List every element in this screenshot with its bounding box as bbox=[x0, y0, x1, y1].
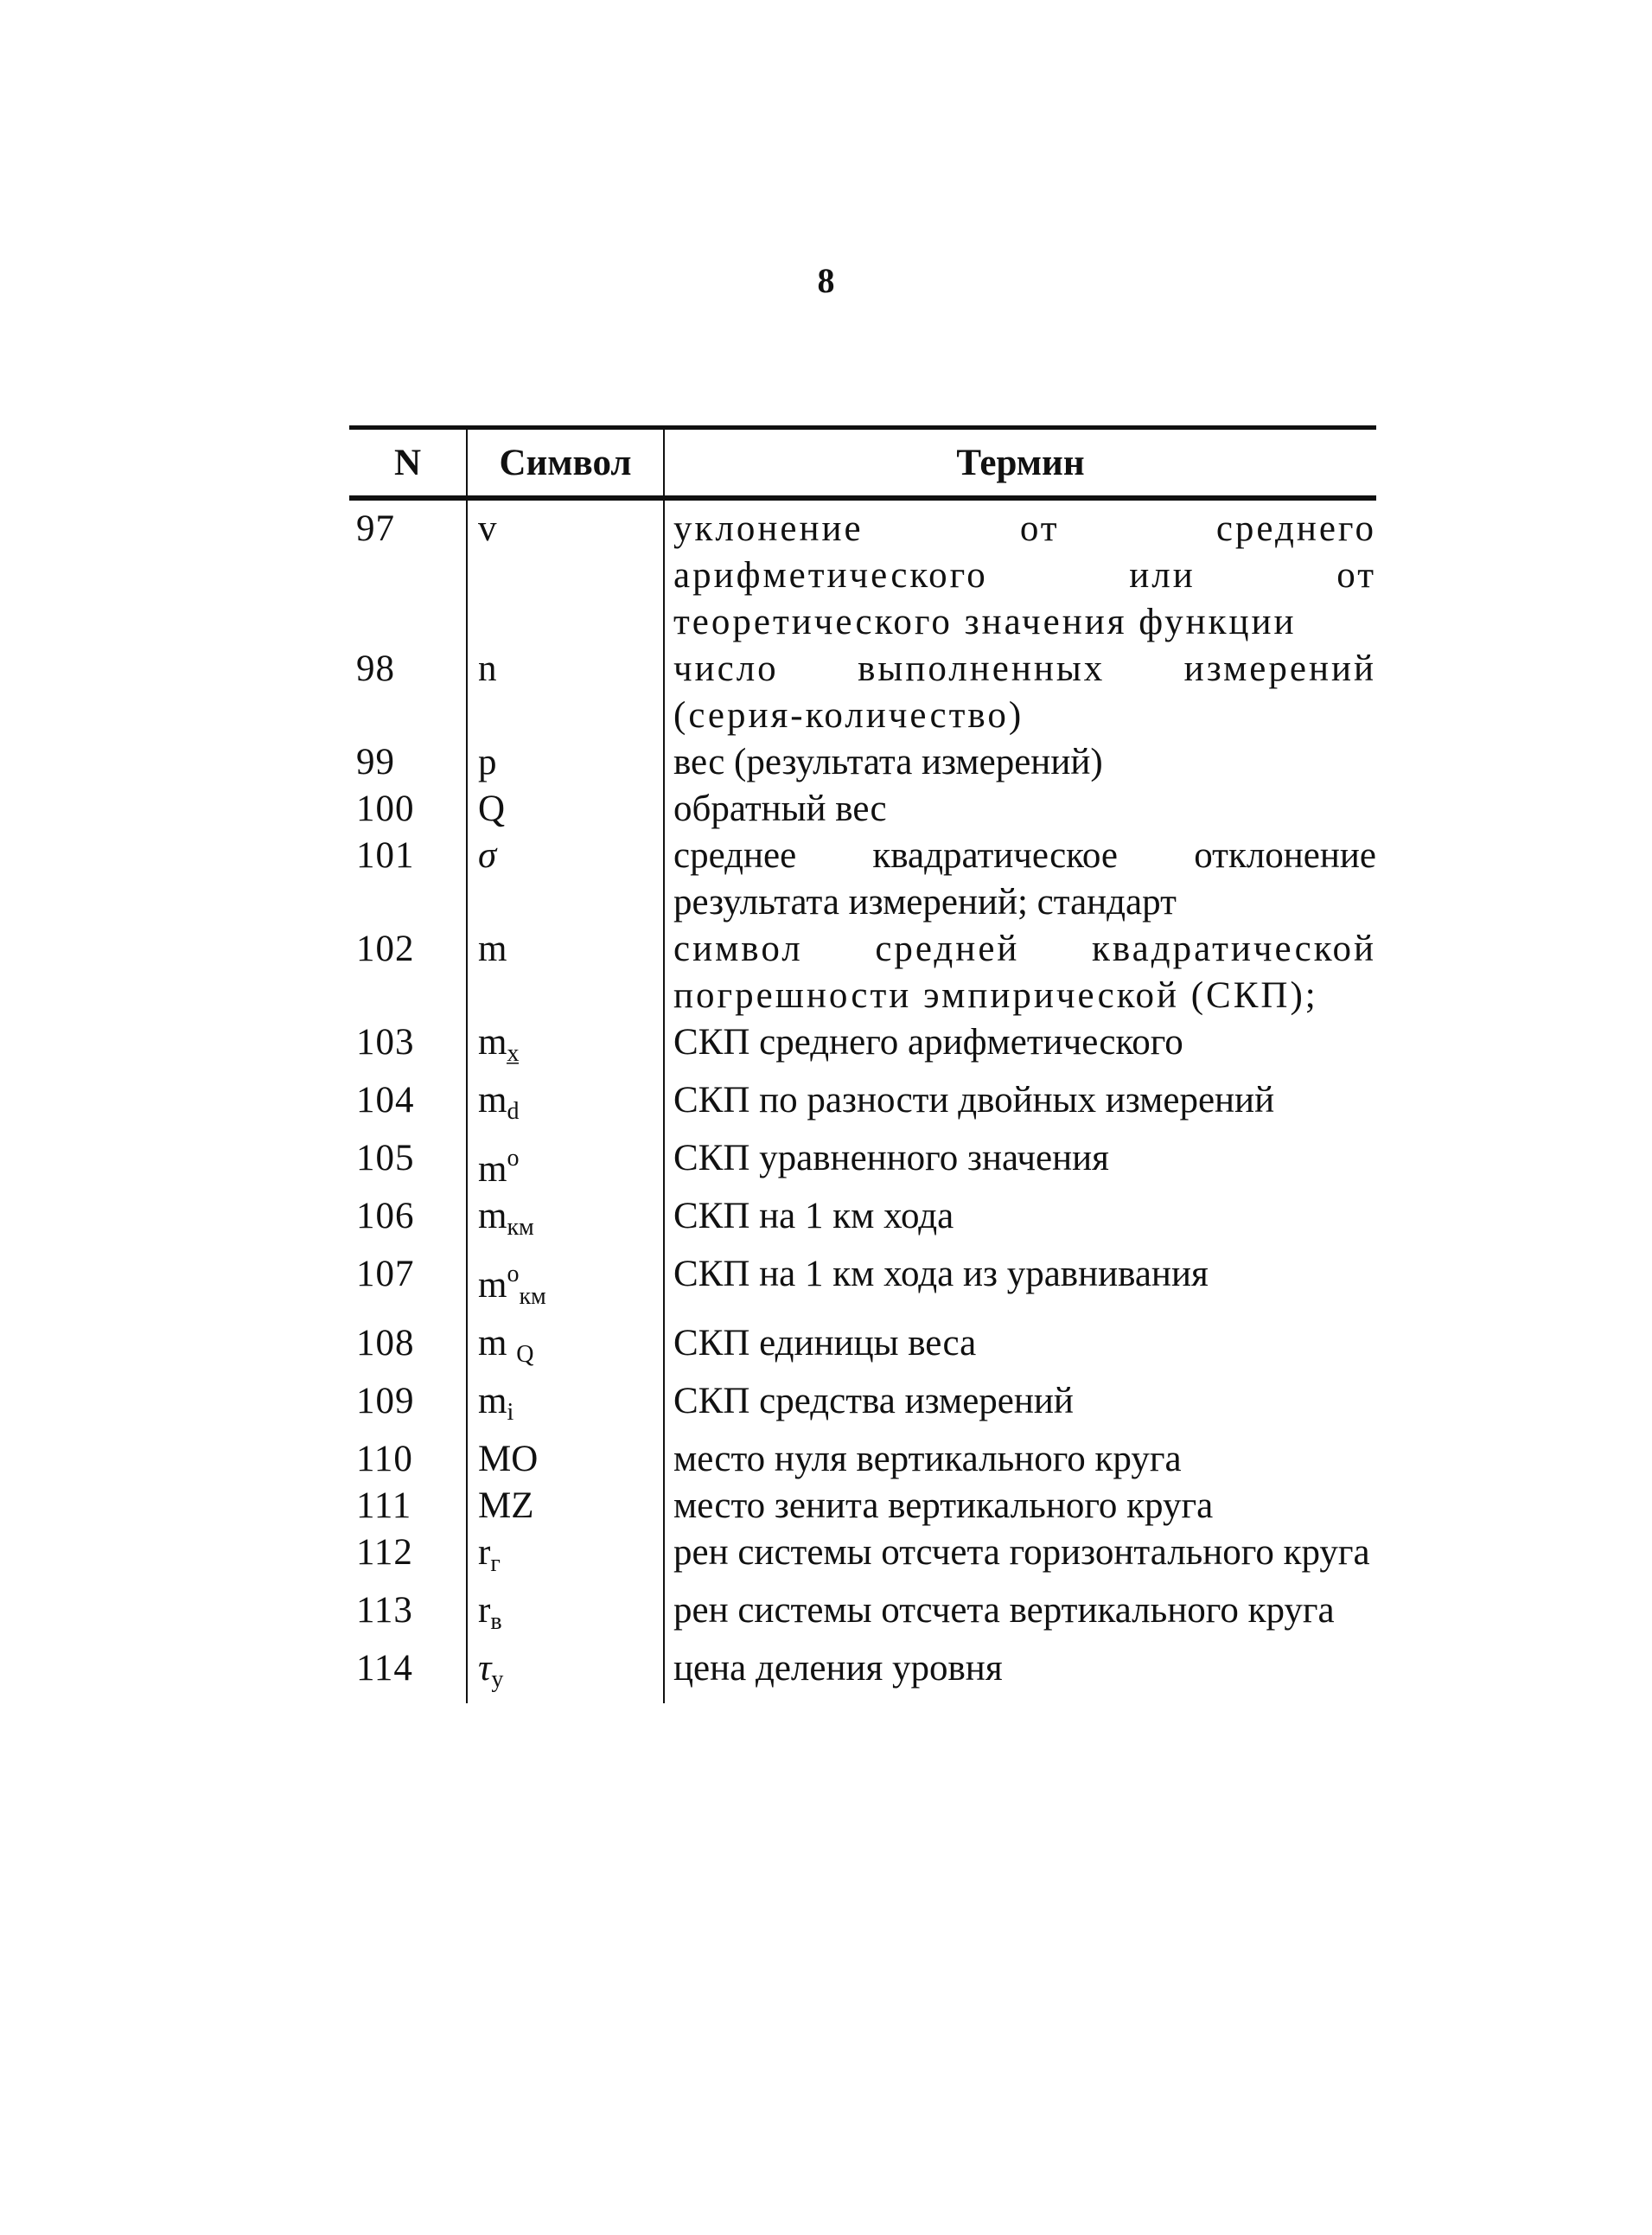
row-number: 104 bbox=[349, 1077, 467, 1135]
row-number: 100 bbox=[349, 786, 467, 833]
row-symbol bbox=[467, 786, 664, 833]
table-row bbox=[349, 739, 1376, 786]
row-term: рен системы отсчета горизонтального круга bbox=[673, 1532, 1370, 1573]
terms-table-container bbox=[349, 425, 1376, 1703]
symbol-base: r bbox=[478, 1590, 491, 1631]
symbol-subscript: км bbox=[519, 1283, 546, 1310]
row-term: уклонение от среднего арифметического или от теоретического значения функции bbox=[673, 508, 1376, 642]
row-term: число выполненных измерений (серия-количество) bbox=[673, 648, 1376, 736]
row-term: обратный вес bbox=[673, 789, 887, 829]
header-term: Термин bbox=[664, 430, 1376, 498]
row-number: 98 bbox=[349, 646, 467, 739]
row-term: СКП на 1 км хода bbox=[673, 1196, 954, 1236]
header-symbol: Символ bbox=[467, 430, 664, 498]
row-symbol bbox=[467, 1529, 664, 1587]
symbol-base: r bbox=[478, 1532, 491, 1573]
symbol-base: m bbox=[478, 929, 507, 969]
header-row bbox=[349, 430, 1376, 498]
row-symbol bbox=[467, 1483, 664, 1529]
symbol-subscript: x̲ bbox=[507, 1040, 520, 1067]
symbol-subscript: i bbox=[507, 1399, 514, 1426]
row-term: место нуля вертикального круга bbox=[673, 1439, 1182, 1479]
row-symbol bbox=[467, 1378, 664, 1436]
table-row bbox=[349, 833, 1376, 926]
header-number: N bbox=[349, 430, 467, 498]
table-row bbox=[349, 1019, 1376, 1077]
row-number: 101 bbox=[349, 833, 467, 926]
table-row bbox=[349, 1193, 1376, 1251]
row-term: СКП на 1 км хода из уравнивания bbox=[673, 1254, 1209, 1294]
table-body bbox=[349, 498, 1376, 1703]
row-symbol bbox=[467, 1587, 664, 1645]
row-number: 106 bbox=[349, 1193, 467, 1251]
row-symbol bbox=[467, 1193, 664, 1251]
symbol-subscript: км bbox=[507, 1214, 534, 1241]
symbol-base: m bbox=[478, 1323, 517, 1363]
symbol-subscript: в bbox=[490, 1608, 502, 1635]
row-number: 114 bbox=[349, 1645, 467, 1703]
symbol-superscript: o bbox=[507, 1261, 520, 1287]
table-row bbox=[349, 1587, 1376, 1645]
row-symbol bbox=[467, 1077, 664, 1135]
row-symbol bbox=[467, 739, 664, 786]
terms-table bbox=[349, 430, 1376, 1703]
row-number: 102 bbox=[349, 926, 467, 1019]
row-number: 103 bbox=[349, 1019, 467, 1077]
table-row bbox=[349, 1077, 1376, 1135]
row-number: 97 bbox=[349, 498, 467, 646]
symbol-base: m bbox=[478, 1265, 507, 1306]
page-number: 8 bbox=[817, 261, 835, 300]
row-symbol bbox=[467, 926, 664, 1019]
row-term: СКП по разности двойных измерений bbox=[673, 1080, 1275, 1121]
table-row bbox=[349, 1645, 1376, 1703]
row-number: 110 bbox=[349, 1436, 467, 1483]
table-row bbox=[349, 1378, 1376, 1436]
row-term: место зенита вертикального круга bbox=[673, 1485, 1214, 1526]
row-symbol bbox=[467, 1320, 664, 1378]
table-row bbox=[349, 1135, 1376, 1193]
row-term: СКП среднего арифметического bbox=[673, 1022, 1183, 1063]
row-symbol bbox=[467, 833, 664, 926]
table-row bbox=[349, 1483, 1376, 1529]
row-term: вес (результата измерений) bbox=[673, 742, 1103, 782]
table-row bbox=[349, 498, 1376, 646]
row-term: рен системы отсчета вертикального круга bbox=[673, 1590, 1335, 1631]
table-row bbox=[349, 1251, 1376, 1320]
row-number: 107 bbox=[349, 1251, 467, 1320]
table-row bbox=[349, 1436, 1376, 1483]
symbol-base: m bbox=[478, 1381, 507, 1421]
symbol-base: m bbox=[478, 1080, 507, 1121]
table-header bbox=[349, 430, 1376, 498]
row-number: 111 bbox=[349, 1483, 467, 1529]
row-symbol bbox=[467, 1645, 664, 1703]
symbol-base: MZ bbox=[478, 1485, 534, 1526]
row-number: 99 bbox=[349, 739, 467, 786]
symbol-base: m bbox=[478, 1196, 507, 1236]
symbol-base: p bbox=[478, 742, 497, 782]
table-row bbox=[349, 926, 1376, 1019]
row-symbol bbox=[467, 498, 664, 646]
row-term: среднее квадратическое отклонение результата измерений; стандарт bbox=[673, 835, 1376, 923]
row-term: СКП уравненного значения bbox=[673, 1138, 1109, 1178]
table-row bbox=[349, 646, 1376, 739]
row-number: 113 bbox=[349, 1587, 467, 1645]
symbol-subscript: Q bbox=[516, 1341, 534, 1368]
row-number: 105 bbox=[349, 1135, 467, 1193]
symbol-base: MO bbox=[478, 1439, 539, 1479]
symbol-subscript: у bbox=[491, 1666, 504, 1693]
symbol-base: v bbox=[478, 508, 497, 549]
row-number: 112 bbox=[349, 1529, 467, 1587]
table-row bbox=[349, 786, 1376, 833]
row-number: 108 bbox=[349, 1320, 467, 1378]
symbol-base: m bbox=[478, 1149, 507, 1190]
symbol-base: τ bbox=[478, 1648, 492, 1689]
symbol-base: Q bbox=[478, 789, 506, 829]
row-term: СКП единицы веса bbox=[673, 1323, 977, 1363]
row-number: 109 bbox=[349, 1378, 467, 1436]
symbol-superscript: o bbox=[507, 1145, 520, 1172]
row-term: цена деления уровня bbox=[673, 1648, 1003, 1689]
symbol-base: n bbox=[478, 648, 497, 689]
table-row bbox=[349, 1529, 1376, 1587]
row-symbol bbox=[467, 646, 664, 739]
symbol-base: m bbox=[478, 1022, 507, 1063]
row-symbol bbox=[467, 1251, 664, 1320]
row-symbol bbox=[467, 1436, 664, 1483]
table-row bbox=[349, 1320, 1376, 1378]
symbol-subscript: d bbox=[507, 1098, 520, 1125]
row-symbol bbox=[467, 1135, 664, 1193]
symbol-base: σ bbox=[478, 835, 497, 876]
row-term: символ средней квадратической погрешности эмпирической (СКП); bbox=[673, 929, 1376, 1016]
row-symbol bbox=[467, 1019, 664, 1077]
symbol-subscript: г bbox=[490, 1550, 501, 1577]
row-term: СКП средства измерений bbox=[673, 1381, 1074, 1421]
